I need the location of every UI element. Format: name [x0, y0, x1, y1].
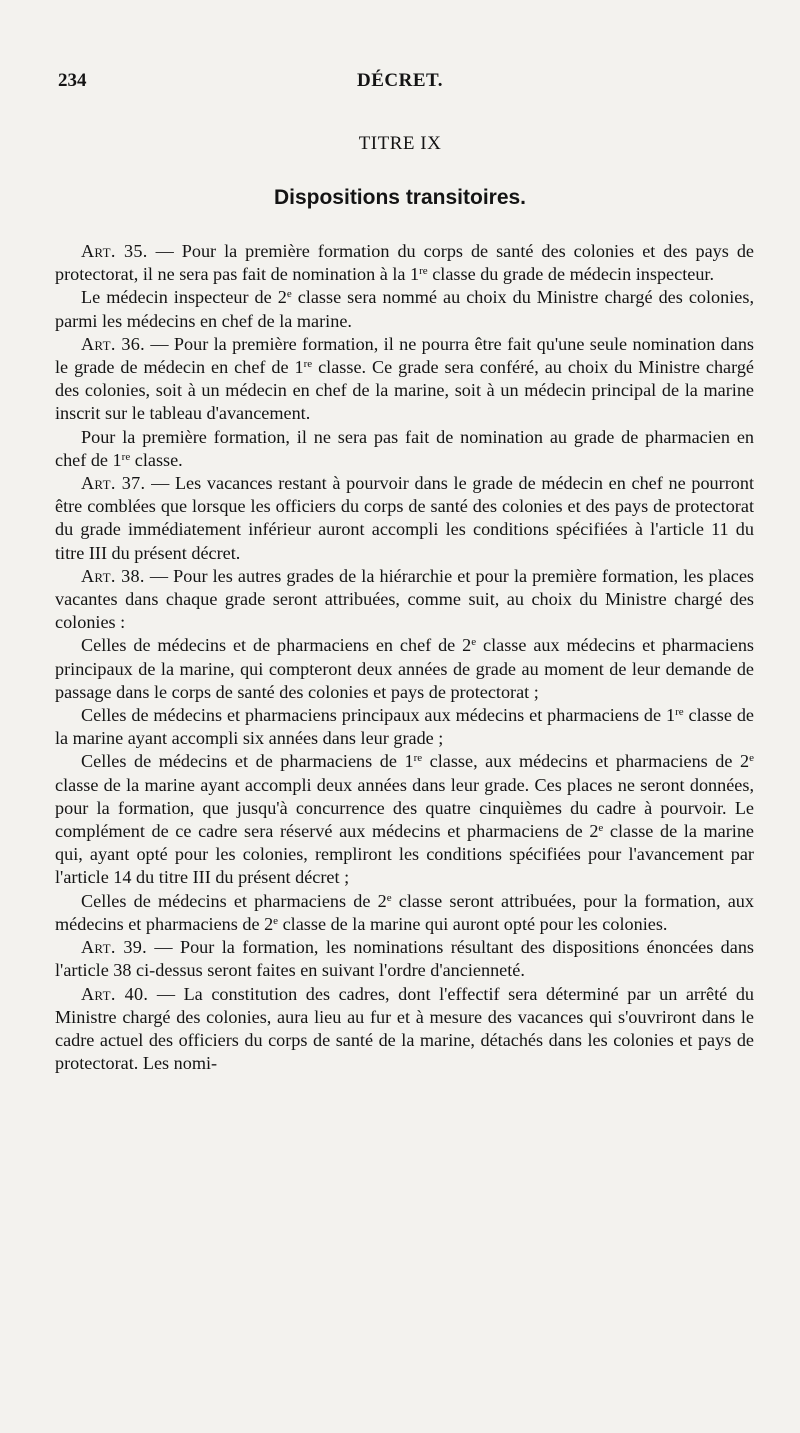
- paragraph-text: Celles de médecins et pharmaciens de 2e classe seront attribuées, pour la formation, aux médecins et pharmaciens de 2e classe de la marine qui auront opté pour les colonies.: [55, 890, 754, 934]
- article-paragraph: [55, 983, 754, 1076]
- paragraph-text: Celles de médecins et de pharmaciens de 1re classe, aux médecins et pharmaciens de 2e classe de la marine ayant accompli deux années dans leur grade. Ces places ne seront données, pour la formation, que jusqu'à concurrence des quatre cinquièmes du cadre à pourvoir. Le complément de ce cadre sera réservé aux médecins et pharmaciens de 2e classe de la marine qui, ayant opté pour les colonies, rempliront les conditions spécifiées pour l'avancement par l'article 14 du titre III du présent décret ;: [55, 751, 755, 888]
- article-label: Art. 36.: [81, 333, 145, 354]
- article-label: Art. 40.: [81, 983, 149, 1004]
- paragraph-text: Pour la première formation, il ne sera pas fait de nomination au grade de pharmacien en chef de 1re classe.: [55, 426, 754, 470]
- body-paragraph: [55, 750, 754, 889]
- article-paragraph: [55, 472, 754, 565]
- article-label: Art. 37.: [81, 473, 146, 494]
- section-subtitle: Dispositions transitoires.: [273, 186, 527, 209]
- article-paragraph: [55, 333, 754, 426]
- section-title: TITRE IX: [358, 133, 442, 154]
- body-paragraph: [55, 890, 754, 936]
- body-paragraph: [55, 704, 754, 750]
- article-label: Art. 35.: [81, 241, 148, 261]
- article-paragraph: [55, 936, 754, 982]
- article-label: Art. 39.: [81, 937, 148, 958]
- article-paragraph: [55, 565, 754, 635]
- body-paragraph: [55, 286, 754, 332]
- paragraph-text: — La constitution des cadres, dont l'effectif sera déterminé par un arrêté du Ministre chargé des colonies, aura lieu au fur et à mesure des vacances qui s'ouvriront dans le cadre actuel des officiers du corps de santé de la marine, détachés dans les colonies et pays de protectorat. Les nomi-: [55, 983, 755, 1074]
- body-paragraph: [55, 634, 754, 704]
- article-paragraph: [55, 240, 754, 286]
- paragraph-text: Le médecin inspecteur de 2e classe sera nommé au choix du Ministre chargé des colonies, parmi les médecins en chef de la marine.: [55, 287, 754, 331]
- page-number: 234: [58, 70, 87, 91]
- body-paragraph: [55, 426, 754, 472]
- paragraph-text: — Pour la première formation, il ne pourra être fait qu'une seule nomination dans le grade de médecin en chef de 1re classe. Ce grade sera conféré, au choix du Ministre chargé des colonies, soit à un médecin en chef de la marine, soit à un médecin principal de la marine inscrit sur le tableau d'avancement.: [55, 333, 755, 424]
- paragraph-text: — Les vacances restant à pourvoir dans le grade de médecin en chef ne pourront être comblées que lorsque les officiers du corps de santé des colonies et des pays de protectorat du grade immédiatement inférieur auront accompli les conditions spécifiées à l'article 11 du titre III du présent décret.: [55, 473, 754, 563]
- paragraph-text: Celles de médecins et de pharmaciens en chef de 2e classe aux médecins et pharmaciens principaux de la marine, qui compteront deux années de grade au moment de leur demande de passage dans le corps de santé des colonies et pays de protectorat ;: [55, 635, 754, 702]
- paragraph-text: — Pour les autres grades de la hiérarchie et pour la première formation, les places vacantes dans chaque grade seront attribuées, comme suit, au choix du Ministre chargé des colonies :: [55, 565, 754, 633]
- document-body: [55, 240, 754, 1075]
- article-label: Art. 38.: [81, 565, 145, 586]
- page-header: [58, 70, 742, 100]
- paragraph-text: — Pour la première formation du corps de santé des colonies et des pays de protectorat, il ne sera pas fait de nomination à la 1re classe du grade de médecin inspecteur.: [55, 241, 754, 285]
- paragraph-text: Celles de médecins et pharmaciens principaux aux médecins et pharmaciens de 1re classe de la marine ayant accompli six années dans leur grade ;: [55, 705, 755, 749]
- running-head: DÉCRET.: [356, 70, 444, 91]
- paragraph-text: — Pour la formation, les nominations résultant des dispositions énoncées dans l'article 38 ci-dessus seront faites en suivant l'ordre d'ancienneté.: [55, 937, 754, 981]
